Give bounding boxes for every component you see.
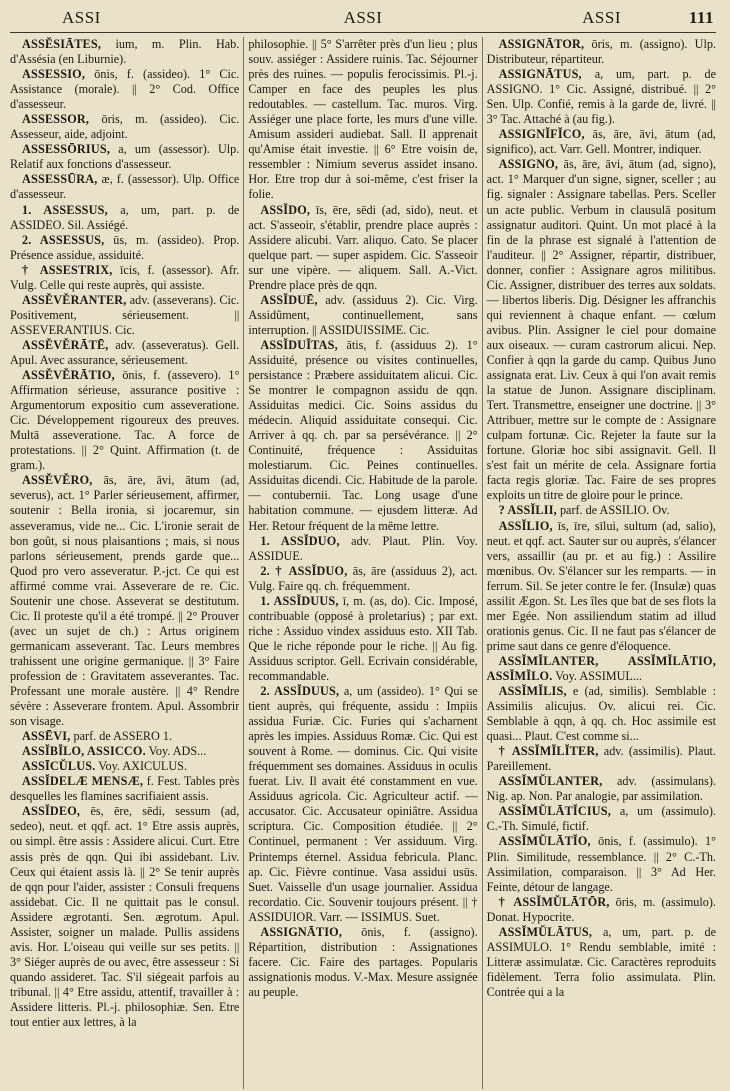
entry-definition: adv. (asseveratus). Gell. Apul. Avec assurance, sérieusement. (10, 337, 240, 367)
columns (10, 37, 716, 1089)
entry-headword: ? ASSĬLII, (498, 503, 557, 518)
dictionary-entry (248, 338, 477, 534)
dictionary-entry (10, 203, 239, 233)
entry-definition: æ, f. (assessor). Ulp. Office d'assesseur. (10, 172, 240, 202)
entry-headword: ASSĬMĬLIS, (498, 684, 567, 699)
entry-headword: † ASSĬMŬLĀTŌR, (498, 894, 610, 909)
column-right (482, 37, 716, 1089)
entry-headword: ASSĬMŬLĀTĬO, (498, 834, 591, 849)
entry-definition: adv. (asseverans). Cic. Positivement, sérieusement. || ASSEVERANTIUS. Cic. (10, 292, 240, 337)
entry-definition: ēs, ēre, sēdi, sessum (ad, sedeo), neut. et qqf. act. 1° Etre assis auprès, ou simpl. être assis : Assidere alicui. Curt. Etre assis près de qqn. Qui ibi assidebant. Liv. Ceux qui étaient assis là. || 2° Se tenir auprès de qqn pour l'aider, assister : Consuli frequens assidebat. Cic. Il ne quittait pas le consul. Assidere ægrotanti. Sen. ægrotum. Apul. Assister, soigner un malade. Pullis assidens avis. Hor. L'oiseau qui veille sur ses petits. || 3° Siéger auprès de ou avec, être assesseur : Si quando assideret. Tac. S'il siégeait parfois au tribunal. || 4° Etre assidu, attentif, travailler à : Assidere litteris. Pl.-j. philosophiæ. Sen. Etre tout entier aux lettres, à la (10, 804, 240, 1030)
running-head-right: ASSI (582, 8, 621, 27)
entry-headword: ASSESSŪRA, (22, 172, 98, 187)
entry-headword: ASSĬMŬLANTER, (498, 774, 603, 789)
entry-headword: † ASSĬMĬLĬTER, (498, 744, 599, 759)
dictionary-entry (248, 925, 477, 1000)
entry-headword: ASSĬDUĬTAS, (260, 337, 338, 352)
dictionary-entry (248, 534, 477, 564)
entry-headword: ASSĪCŬLUS. (22, 759, 96, 774)
entry-headword: ASSIGNĬFĬCO, (498, 127, 585, 142)
entry-definition: ōnis, f. (assevero). 1° Affirmation sérieuse, assurance positive : Argumentorum expositio cum asseveratione. Cic. Développement rigoureux des preuves. Multā asseveratione. Tac. A force de protestations. || 2° Quint. Affirmation (t. de gram.). (10, 368, 240, 473)
entry-headword: ASSĚVĚRANTER, (22, 292, 127, 307)
dictionary-entry (10, 172, 239, 202)
entry-headword: ASSĬMŬLĀTĬCIUS, (498, 804, 612, 819)
dictionary-entry (487, 519, 716, 654)
entry-definition: adv. (assimulans). Nig. ap. Non. Par analogie, par assimilation. (486, 774, 716, 804)
dictionary-entry (487, 834, 716, 894)
entry-headword: ASSĬDO, (260, 202, 311, 217)
dictionary-entry (248, 594, 477, 684)
entry-definition: ātis, f. (assiduus 2). 1° Assiduité, présence ou visites continuelles, persistance : Præbere assiduitatem alicui. Cic. Se montrer le compagnon assidu de qqn. Assiduitas medici. Cic. Soins assidus du médecin. Aliquid assiduitate consequi. Cic. Arriver à qq. ch. par sa persévérance. || 2° Continuité, fréquence : Assiduitas molestiarum. Cic. Peines continuelles. Assiduitas dicendi. Cic. Habitude de la parole. — contubernii. Tac. Long usage d'une habitation commune. — ejusdem litteræ. Ad Her. Retour fréquent de la même lettre. (248, 337, 478, 533)
dictionary-entry (487, 684, 716, 744)
dictionary-entry (10, 293, 239, 338)
dictionary-entry (10, 233, 239, 263)
entry-headword: ASSĬDUĒ, (260, 292, 318, 307)
dictionary-entry (487, 744, 716, 774)
entry-definition: ās, āre, āvi, ātum (ad, significo), act. Varr. Gell. Montrer, indiquer. (486, 127, 716, 157)
entry-headword: ASSĬDEO, (22, 804, 81, 819)
entry-headword: 1. ASSĬDUO, (260, 533, 340, 548)
entry-definition: ōnis, f. (assigno). Répartition, distribution : Assignationes facere. Cic. Faire des partages. Popularis assignationis modus. V.-Max. Mesure assignée au peuple. (248, 924, 478, 999)
entry-headword: 1. ASSĬDUUS, (260, 593, 339, 608)
entry-definition: ūs, m. (assideo). Prop. Présence assidue, assiduité. (10, 232, 240, 262)
entry-definition: a, um, part. p. de ASSIMULO. 1° Rendu semblable, imité : Litteræ assimulatæ. Cic. Caractères reproduits fidèlement. Terra folio assimulata. Plin. Contrée qui a la (486, 924, 716, 999)
running-head-center: ASSI (343, 8, 383, 27)
dictionary-entry (248, 37, 477, 203)
entry-definition: ōris, m. (assideo). Cic. Assesseur, aide, adjoint. (10, 112, 240, 142)
entry-definition: parf. de ASSERO 1. (70, 729, 173, 744)
entry-definition: ās, āre (assiduus 2), act. Vulg. Faire qq. ch. fréquemment. (248, 563, 478, 593)
entry-definition: a, um (assessor). Ulp. Relatif aux fonctions d'assesseur. (10, 142, 240, 172)
entry-definition: philosophie. || 5° S'arrêter près d'un lieu ; plus souv. assiéger : Assidere ruinis. Tac. Séjourner près des ruines. — populis ferocissimis. Pl.-j. Camper en face des peuples les plus redoutables. — castellum. Tac. muros. Virg. Assiéger une place forte, les murs d'une ville. Amisum assideri audiebat. Sall. Il apprenait qu'Amise était investie. || 6° Etre voisin de, ressembler : Nimium severus assidet insano. Hor. Etre trop dur à soi-même, c'est friser la folie. (248, 37, 478, 202)
column-middle (243, 37, 477, 1089)
entry-definition: a, um, part. p. de ASSIDEO. Sil. Assiégé. (10, 202, 240, 232)
dictionary-entry (248, 293, 477, 338)
dictionary-entry (487, 925, 716, 1000)
entry-definition: adv. (assiduus 2). Cic. Virg. Assidûment, continuellement, sans interruption. || ASSIDUISSIME. Cic. (248, 292, 478, 337)
entry-definition: adv. (assimilis). Plaut. Pareillement. (486, 744, 716, 774)
entry-definition: f. Fest. Tables près desquelles les flamines sacrifiaient assis. (10, 774, 240, 804)
dictionary-entry (248, 203, 477, 293)
entry-headword: 2. ASSĬDUUS, (260, 684, 340, 699)
dictionary-entry (10, 112, 239, 142)
entry-definition: a, um, part. p. de ASSIGNO. 1° Cic. Assigné, distribué. || 2° Sen. Ulp. Confié, remis à la garde de, livré. || 3° Tac. Attaché à (au fig.). (486, 67, 716, 127)
entry-definition: e (ad, similis). Semblable : Assimilis alicujus. Ov. alicui rei. Cic. Semblable à qqn, à qq. ch. Hoc assimile est quasi... Plaut. C'est comme si... (486, 684, 716, 744)
entry-definition: ium, m. Plin. Hab. d'Assésia (en Liburnie). (10, 37, 240, 67)
page-number: 111 (688, 8, 714, 27)
dictionary-entry (10, 744, 239, 759)
entry-definition: ās, āre, āvi, ātum (ad, signo), act. 1° Marquer d'un signe, signer, sceller ; au fig. signaler : Assignare tabellas. Pers. Sceller un acte public. Verbum in clausulā positum assignatur auditori. Quint. Un mot placé à la fin de la phrase est signalé à l'attention de l'auditeur. || 2° Assigner, répartir, distribuer, donner, confier : Assignare agros militibus. Cic. Assigner, distribuer des terres aux soldats. — libertos liberis. Dig. Désigner les affranchis qui reviennent à chaque enfant. — cœlum avibus. Plin. Assigner le ciel pour domaine aux oiseaux. — curam castrorum alicui. Nep. Confier à qqn la garde du camp. Quibus Juno assignata erat. Liv. Ceux à qui l'on avait remis la statue de Junon. Assignare disciplinam. Tert. Transmettre, enseigner une doctrine. || 3° Attribuer, mettre sur le compte de : Assignare culpam fortunæ. Cic. Rejeter la faute sur la fortune. Gloriæ hoc sibi assignavit. Gell. Il s'est fait un mérite de cela. Assignare fortia facta regis gloriæ. Tac. Faire de ses propres exploits un titre de gloire pour le prince. (486, 157, 716, 503)
dictionary-entry (10, 774, 239, 804)
entry-definition: ī, m. (as, do). Cic. Imposé, contribuable (opposé à proletarius) ; par ext. riche : Assiduo vindex assiduus esto. XII Tab. Que le riche réponde pour le riche. || Au fig. Assiduus scriptor. Gell. Ecrivain considérable, recommandable. (248, 593, 478, 683)
dictionary-entry (10, 67, 239, 112)
dictionary-entry (487, 804, 716, 834)
entry-definition: īs, īre, sīlui, sultum (ad, salio), neut. et qqf. act. Sauter sur ou auprès, s'élancer vers, assaillir (au pr. et au fig.) : Assilire mœnibus. Ov. S'élancer sur les remparts. — in ferrum. Sil. Se jeter contre le fer. (Insulæ) quas assilit Ægon. St. Les îles que bat de ses flots la mer Egée. Non assiliendum statim ad illud orationis genus. Cic. Il ne faut pas s'élancer de prime saut dans ce genre d'éloquence. (486, 518, 716, 653)
dictionary-entry (10, 37, 239, 67)
dictionary-entry (10, 338, 239, 368)
dictionary-entry (487, 127, 716, 157)
entry-headword: ASSESSOR, (22, 112, 90, 127)
dictionary-entry (487, 37, 716, 67)
entry-definition: ōris, m. (assigno). Ulp. Distributeur, répartiteur. (486, 37, 716, 67)
entry-headword: ASSĚVĚRĀTIO, (22, 368, 115, 383)
entry-definition: a, um (assideo). 1° Qui se tient auprès, qui fréquente, assidu : Impiis assidua Furiæ. Cic. Furies qui s'acharnent après les impies. Assiduus Romæ. Cic. Qui est souvent à Rome. — dominus. Cic. Qui visite fréquemment ses domaines. Assiduus in oculis fuerat. Liv. Il avait été constamment en vue. Assiduus agricola. Cic. Agriculteur actif. — accusator. Cic. Accusateur opiniâtre. Assidua scriptura. Cic. Composition étudiée. || 2° Continuel, permanent : Ver assiduum. Virg. Printemps éternel. Assidua febricula. Planc. ap. Cic. Fièvre continue. Vasa assidui usūs. Suet. Vaisselle d'un usage journalier. Assidua recordatio. Cic. Souvenir toujours présent. || † ASSIDUIOR. Varr. — ISSIMUS. Suet. (248, 684, 478, 924)
entry-definition: ōris, m. (assimulo). Donat. Hypocrite. (486, 894, 716, 924)
dictionary-entry (487, 503, 716, 518)
entry-headword: ASSIGNO, (498, 157, 559, 172)
entry-headword: ASSĬMĬLANTER, ASSĬMĬLĀTIO, ASSĬMĬLO. (486, 653, 716, 683)
entry-headword: ASSĬBĬLO, ASSICCO. (22, 744, 146, 759)
entry-definition: ōnis, f. (assimulo). 1° Plin. Similitude, ressemblance. || 2° C.-Th. Assimilation, comparaison. || 3° Ad Her. Feinte, détour de langage. (486, 834, 716, 894)
entry-definition: ās, āre, āvi, ātum (ad, severus), act. 1° Parler sérieusement, affirmer, soutenir : Bella ironia, si jocaremur, sin asseveramus, vide ne... Cic. L'ironie serait de bon goût, si nous plaisantions ; mais, si nous parlons sérieusement, prends garde que... Quod pro vero asseveratur. P.-jct. Ce qui est affirmé comme vrai. Asseverare de re. Cic. Soutenir une chose. Asseverat se destitutum. Cic. Il proteste qu'il a été trompé. || 2° Prouver (avec un sujet de ch.) : Artus originem germanicam asseverant. Tac. Leurs membres trahissent une origine germanique. || 3° Faire profession de : Gravitatem asseverantes. Tac. Professant une morale austère. || 4° Rendre sévère : Asseverare frontem. Apul. Assombrir son visage. (10, 473, 240, 729)
entry-headword: ASSĬLIO, (498, 518, 553, 533)
dictionary-entry (10, 759, 239, 774)
entry-headword: † ASSESTRIX, (22, 262, 113, 277)
entry-headword: 2. † ASSĬDUO, (260, 563, 348, 578)
dictionary-entry (487, 67, 716, 127)
entry-headword: ASSĚVĚRĀTĒ, (22, 337, 109, 352)
entry-headword: ASSĬDELÆ MENSÆ, (22, 774, 144, 789)
entry-definition: adv. Plaut. Plin. Voy. ASSIDUE. (248, 533, 478, 563)
entry-headword: ASSIGNĀTOR, (498, 37, 585, 51)
dictionary-entry (10, 263, 239, 293)
dictionary-entry (487, 654, 716, 684)
entry-definition: a, um (assimulo). C.-Th. Simulé, fictif. (486, 804, 716, 834)
dictionary-entry (487, 895, 716, 925)
entry-definition: parf. de ASSILIO. Ov. (556, 503, 670, 518)
page-header (10, 6, 716, 33)
entry-headword: ASSESSŌRIUS, (22, 142, 111, 157)
entry-headword: 1. ASSESSUS, (22, 202, 108, 217)
entry-definition: Voy. AXICULUS. (95, 759, 188, 774)
entry-definition: īcis, f. (assessor). Afr. Vulg. Celle qui reste auprès, qui assiste. (10, 262, 240, 292)
dictionary-entry (248, 684, 477, 925)
dictionary-entry (10, 804, 239, 1030)
dictionary-entry (487, 157, 716, 503)
entry-definition: Voy. ASSIMUL... (552, 668, 642, 683)
entry-headword: ASSĬMŬLĀTUS, (498, 924, 593, 939)
entry-headword: ASSIGNĀTIO, (260, 924, 343, 939)
entry-headword: ASSIGNĀTUS, (498, 67, 582, 82)
dictionary-entry (10, 142, 239, 172)
dictionary-entry (10, 729, 239, 744)
dictionary-entry (10, 473, 239, 729)
entry-headword: 2. ASSESSUS, (22, 232, 105, 247)
entry-definition: Voy. ADS... (145, 744, 207, 759)
dictionary-entry (248, 564, 477, 594)
dictionary-entry (10, 368, 239, 473)
entry-definition: ōnis, f. (assideo). 1° Cic. Assistance (morale). || 2° Cod. Office d'assesseur. (10, 67, 240, 112)
entry-headword: ASSESSIO, (22, 67, 86, 82)
running-head-left: ASSI (62, 8, 101, 27)
entry-definition: īs, ēre, sēdi (ad, sido), neut. et act. S'asseoir, s'établir, prendre place auprès : Assidere alicubi. Varr. aliquo. Cato. Se placer quelque part. — super aspidem. Cic. S'asseoir sur une vipère. — aliquem. Sall. A.-Vict. Prendre place près de qqn. (248, 202, 478, 292)
dictionary-entry (487, 774, 716, 804)
column-left (10, 37, 239, 1089)
entry-headword: ASSĒVI, (22, 729, 71, 744)
entry-headword: ASSĚVĚRO, (22, 473, 93, 488)
entry-headword: ASSĔSIĀTES, (22, 37, 102, 51)
